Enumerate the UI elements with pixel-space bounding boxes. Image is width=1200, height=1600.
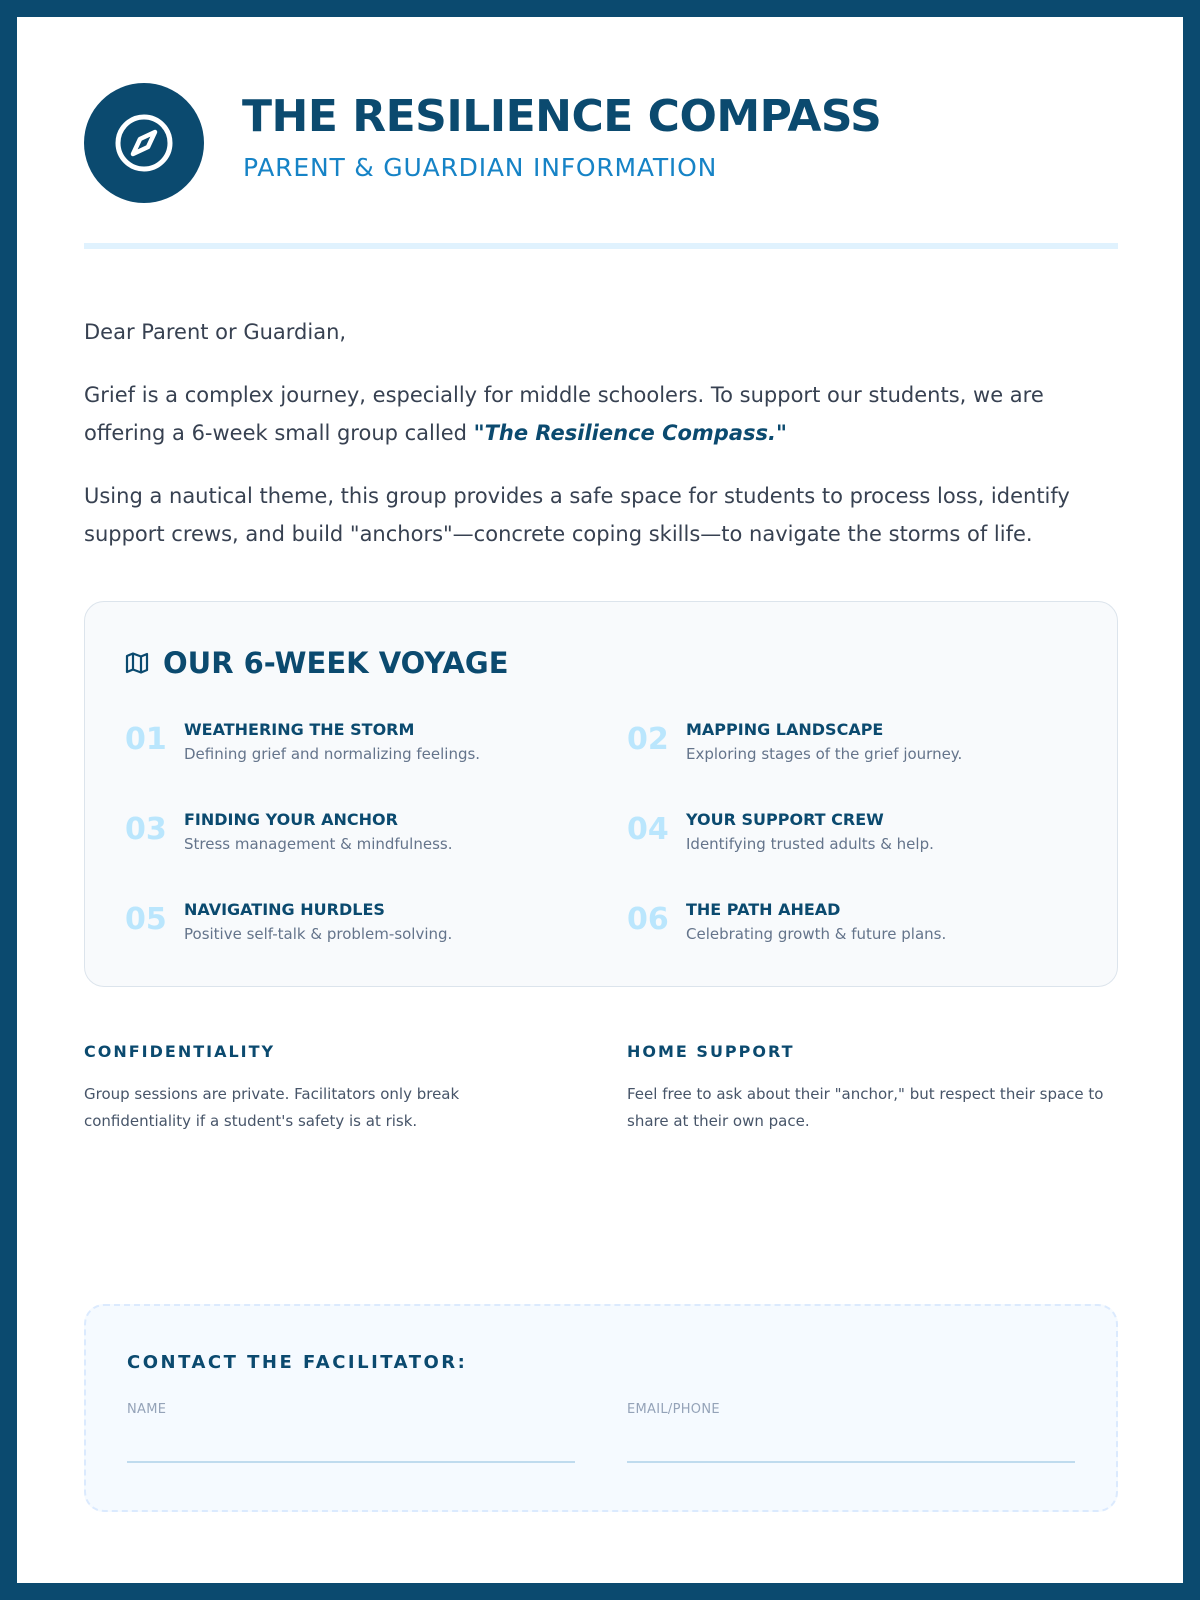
week-description: Exploring stages of the grief journey. bbox=[686, 745, 963, 763]
week-description: Identifying trusted adults & help. bbox=[686, 835, 934, 853]
letter-body bbox=[84, 313, 1124, 578]
voyage-card bbox=[84, 601, 1118, 987]
week-title: NAVIGATING HURDLES bbox=[184, 900, 385, 919]
week-item bbox=[627, 900, 1067, 960]
week-number: 01 bbox=[125, 722, 167, 757]
week-item bbox=[125, 810, 565, 870]
week-description: Stress management & mindfulness. bbox=[184, 835, 453, 853]
week-description: Defining grief and normalizing feelings. bbox=[184, 745, 481, 763]
greeting: Dear Parent or Guardian, bbox=[84, 320, 347, 344]
name-line[interactable] bbox=[127, 1461, 575, 1463]
confidentiality-title: CONFIDENTIALITY bbox=[84, 1042, 276, 1061]
email-phone-field[interactable] bbox=[627, 1402, 1075, 1463]
contact-title: CONTACT THE FACILITATOR: bbox=[127, 1352, 468, 1373]
week-number: 02 bbox=[627, 722, 669, 757]
name-field[interactable] bbox=[127, 1402, 575, 1463]
week-title: WEATHERING THE STORM bbox=[184, 720, 415, 739]
home-support-title: HOME SUPPORT bbox=[627, 1042, 795, 1061]
week-number: 04 bbox=[627, 812, 669, 847]
voyage-header bbox=[125, 646, 509, 680]
week-item bbox=[627, 720, 1067, 780]
week-number: 05 bbox=[125, 902, 167, 937]
header-divider bbox=[84, 243, 1118, 249]
week-number: 03 bbox=[125, 812, 167, 847]
email-phone-line[interactable] bbox=[627, 1461, 1075, 1463]
week-item bbox=[125, 900, 565, 960]
week-number: 06 bbox=[627, 902, 669, 937]
home-support-section bbox=[627, 1042, 1107, 1135]
week-title: THE PATH AHEAD bbox=[686, 900, 841, 919]
home-support-text: Feel free to ask about their "anchor," but respect their space to share at their own pace. bbox=[627, 1085, 1104, 1130]
flyer-page bbox=[17, 17, 1183, 1583]
email-phone-label: EMAIL/PHONE bbox=[627, 1402, 720, 1417]
page-subtitle: PARENT & GUARDIAN INFORMATION bbox=[243, 153, 718, 182]
week-item bbox=[125, 720, 565, 780]
intro-paragraph bbox=[84, 376, 1124, 452]
week-item bbox=[627, 810, 1067, 870]
compass-icon bbox=[84, 83, 204, 203]
week-title: FINDING YOUR ANCHOR bbox=[184, 810, 398, 829]
page-title: THE RESILIENCE COMPASS bbox=[242, 91, 882, 142]
week-title: YOUR SUPPORT CREW bbox=[686, 810, 884, 829]
map-icon bbox=[125, 652, 149, 674]
name-label: NAME bbox=[127, 1402, 167, 1417]
confidentiality-section bbox=[84, 1042, 564, 1135]
contact-box bbox=[84, 1304, 1118, 1512]
header bbox=[84, 83, 1118, 203]
voyage-title: OUR 6-WEEK VOYAGE bbox=[163, 646, 509, 680]
theme-paragraph: Using a nautical theme, this group provides a safe space for students to process loss, identify support crews, and build "anchors"—concrete coping skills—to navigate the storms of life. bbox=[84, 484, 1070, 546]
week-description: Positive self-talk & problem-solving. bbox=[184, 925, 453, 943]
group-name: "The Resilience Compass." bbox=[473, 421, 787, 445]
week-title: MAPPING LANDSCAPE bbox=[686, 720, 884, 739]
week-description: Celebrating growth & future plans. bbox=[686, 925, 947, 943]
confidentiality-text: Group sessions are private. Facilitators only break confidentiality if a student's safety is at risk. bbox=[84, 1085, 460, 1130]
intro-text: Grief is a complex journey, especially for middle schoolers. To support our students, we are offering a 6-week small group called bbox=[84, 383, 1044, 445]
